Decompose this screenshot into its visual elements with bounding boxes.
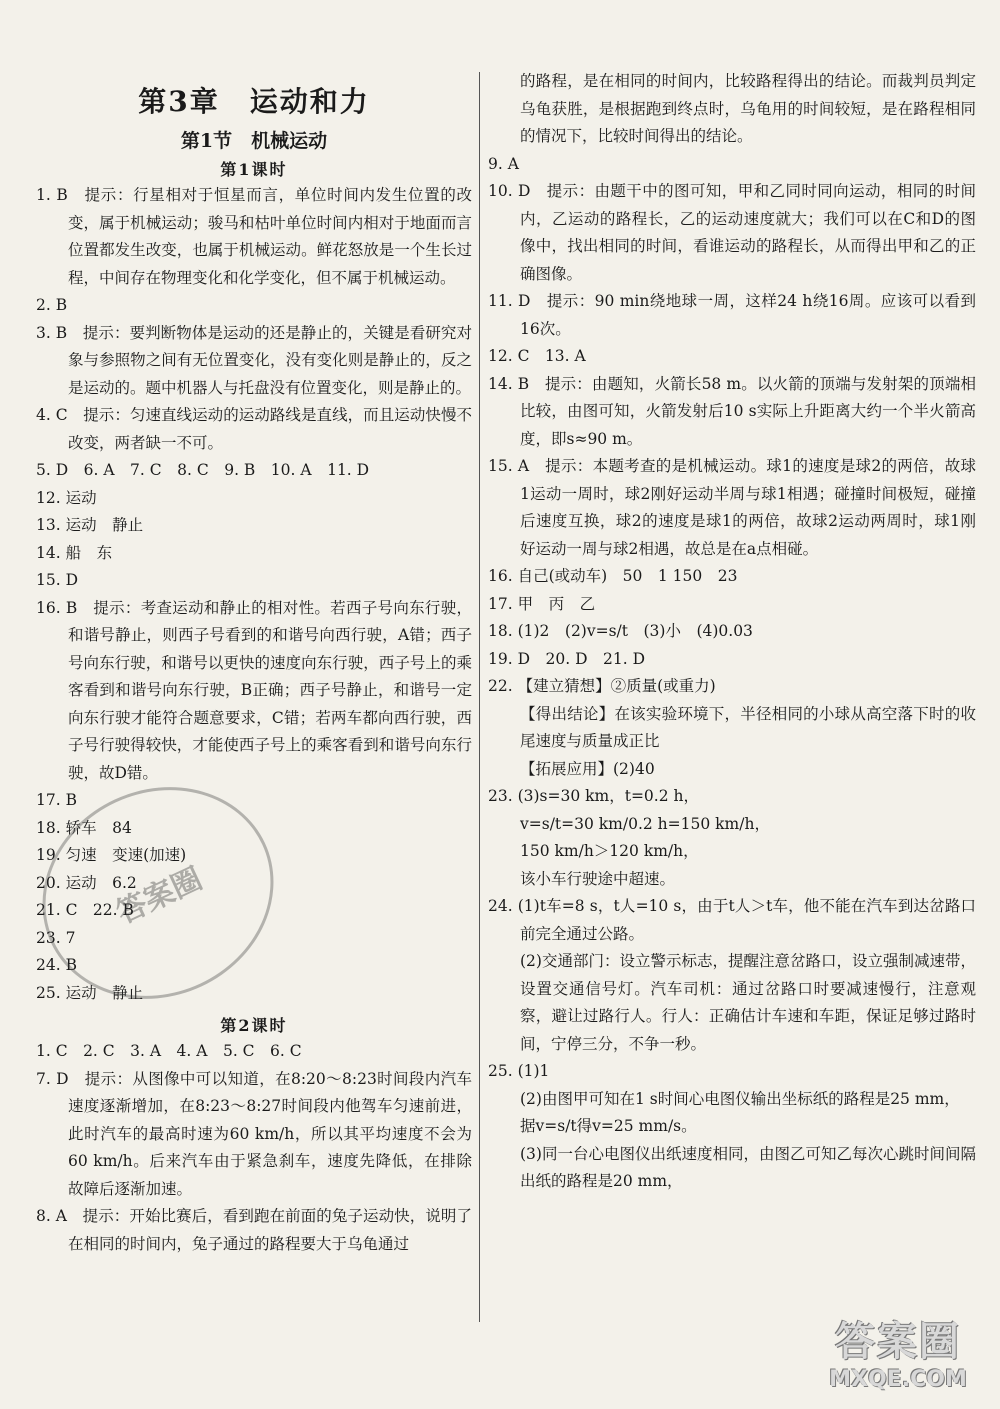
answer-item: 12. C 13. A [488,347,586,365]
answer-item: 8. A 提示：开始比赛后，看到跑在前面的兔子运动快，说明了在相同的时间内，兔子通过的路程要大于乌龟通过 [36,1207,472,1253]
answer-item: 24. (1)t车=8 s，t人=10 s，由于t人＞t车，他不能在汽车到达岔路口前完全通过公路。 [488,897,976,943]
answer-item: 2. B [36,296,68,314]
answer-sub-line: (2)由图甲可知在1 s时间心电图仪输出坐标纸的路程是25 mm， [520,1089,960,1108]
section-title: 第1节 机械运动 [180,130,328,152]
answer-item: 21. C 22. B [36,901,134,919]
answer-item: 19. D 20. D 21. D [488,649,646,668]
lesson-2-answers [36,1038,472,1258]
answer-sub-line: 【得出结论】在该实验环境下，半径相同的小球从高空落下时的收尾速度与质量成正比 [520,704,976,750]
answer-item: 18. (1)2 (2)v=s/t (3)小 (4)0.03 [488,622,753,640]
answer-item: 7. D 提示：从图像中可以知道，在8:20～8:23时间段内汽车速度逐渐增加，在8:23～8:27时间段内他驾车匀速前进，此时汽车的最高时速为60 km/h，所以其平均速度不会为60 km/h。后来汽车由于紧急刹车，速度先降低，在排除故障后逐渐加速。 [36,1069,472,1198]
answer-item: 12. 运动 [36,488,97,507]
chapter-title: 第3章 运动和力 [138,85,370,118]
answer-item: 18. 轿车 84 [36,818,132,837]
watermark-text: 答案圈 [111,861,208,932]
left-column [36,72,472,1258]
logo-url: MXQE.COM [829,1367,967,1392]
answer-item: 20. 运动 6.2 [36,873,137,892]
answer-item: 1. C 2. C 3. A 4. A 5. C 6. C [36,1042,302,1060]
answer-item: 14. B 提示：由题知，火箭长58 m。以火箭的顶端与发射架的顶端相比较，由图可知，火箭发射后10 s实际上升距离大约一个半火箭高度，即s≈90 m。 [488,374,976,448]
answer-item: 16. B 提示：考查运动和静止的相对性。若西子号向东行驶，和谐号静止，则西子号看到的和谐号向西行驶，A错；西子号向东行驶，和谐号以更快的速度向东行驶，西子号上的乘客看到和谐号向东行驶，B正确；西子号静止，和谐号一定向东行驶才能符合题意要求，C错；若两车都向西行驶，西子号行驶得较快，才能使西子号上的乘客看到和谐号向东行驶，故D错。 [36,598,472,782]
answer-item: 15. A 提示：本题考查的是机械运动。球1的速度是球2的两倍，故球1运动一周时，球2刚好运动半周与球1相遇；碰撞时间极短，碰撞后速度互换，球2的速度是球1的两倍，故球2运动两周时，球1刚好运动一周与球2相遇，故总是在a点相碰。 [488,457,976,558]
answer-item: 15. D [36,571,79,589]
answer-item: 23. 7 [36,928,76,947]
logo-text: 答案圈 [835,1319,961,1365]
answer-sub-line: (2)交通部门：设立警示标志，提醒注意岔路口，设立强制减速带，设置交通信号灯。汽车司机：通过岔路口时要减速慢行，注意观察，避让过路行人。行人：正确估计车速和车距，保证足够过路时间，宁停三分，不争一秒。 [520,952,976,1053]
answer-item: 10. D 提示：由题干中的图可知，甲和乙同时同向运动，相同的时间内，乙运动的路程长，乙的运动速度就大；我们可以在C和D的图像中，找出相同的时间，看谁运动的路程长，从而得出甲和乙的正确图像。 [488,182,976,283]
right-column [488,68,976,1196]
answer-item: 23. (3)s=30 km，t=0.2 h， [488,787,699,805]
answer-item: 17. B [36,791,77,809]
answer-item: 1. B 提示：行星相对于恒星而言，单位时间内发生位置的改变，属于机械运动；骏马和枯叶单位时间内相对于地面而言位置都发生改变，也属于机械运动。鲜花怒放是一个生长过程，中间存在物理变化和化学变化，但不属于机械运动。 [36,186,472,287]
column-divider [479,72,480,1322]
answer-sub-line: 据v=s/t得v=25 mm/s。 [520,1117,697,1135]
answer-item: 11. D 提示：90 min绕地球一周，这样24 h绕16周。应该可以看到16次。 [488,292,976,338]
answer-item: 22. 【建立猜想】②质量(或重力) [488,677,716,695]
lesson-2-title: 第2课时 [220,1016,288,1035]
answer-sub-line: 【拓展应用】(2)40 [520,759,655,778]
answer-sub-line: 该小车行驶途中超速。 [520,869,676,888]
site-logo [808,1301,988,1401]
answer-item: 24. B [36,956,77,974]
answer-item: 25. (1)1 [488,1062,550,1080]
answer-sub-line: (3)同一台心电图仪出纸速度相同，由图乙可知乙每次心跳时间间隔出纸的路程是20 mm， [520,1144,976,1190]
answer-item: 5. D 6. A 7. C 8. C 9. B 10. A 11. D [36,461,370,479]
answer-item: 13. 运动 静止 [36,516,144,534]
answer-item: 14. 船 东 [36,543,113,562]
answer-item: 16. 自己(或动车) 50 1 150 23 [488,567,738,585]
answer-item: 17. 甲 丙 乙 [488,594,596,613]
answer-sub-line: 150 km/h＞120 km/h， [520,842,699,860]
answer-item: 9. A [488,154,519,173]
answer-item: 25. 运动 静止 [36,983,144,1002]
answer-sub-line: v=s/t=30 km/0.2 h=150 km/h， [520,814,770,833]
answer-item: 4. C 提示：匀速直线运动的运动路线是直线，而且运动快慢不改变，两者缺一不可。 [36,406,472,452]
answer-continuation: 的路程，是在相同的时间内，比较路程得出的结论。而裁判员判定乌龟获胜，是根据跑到终点时，乌龟用的时间较短，是在路程相同的情况下，比较时间得出的结论。 [520,72,976,145]
answer-item: 3. B 提示：要判断物体是运动的还是静止的，关键是看研究对象与参照物之间有无位置变化，没有变化则是静止的，反之是运动的。题中机器人与托盘没有位置变化，则是静止的。 [36,323,472,397]
lesson-1-title: 第1课时 [220,160,288,179]
answer-item: 19. 匀速 变速(加速) [36,846,187,864]
